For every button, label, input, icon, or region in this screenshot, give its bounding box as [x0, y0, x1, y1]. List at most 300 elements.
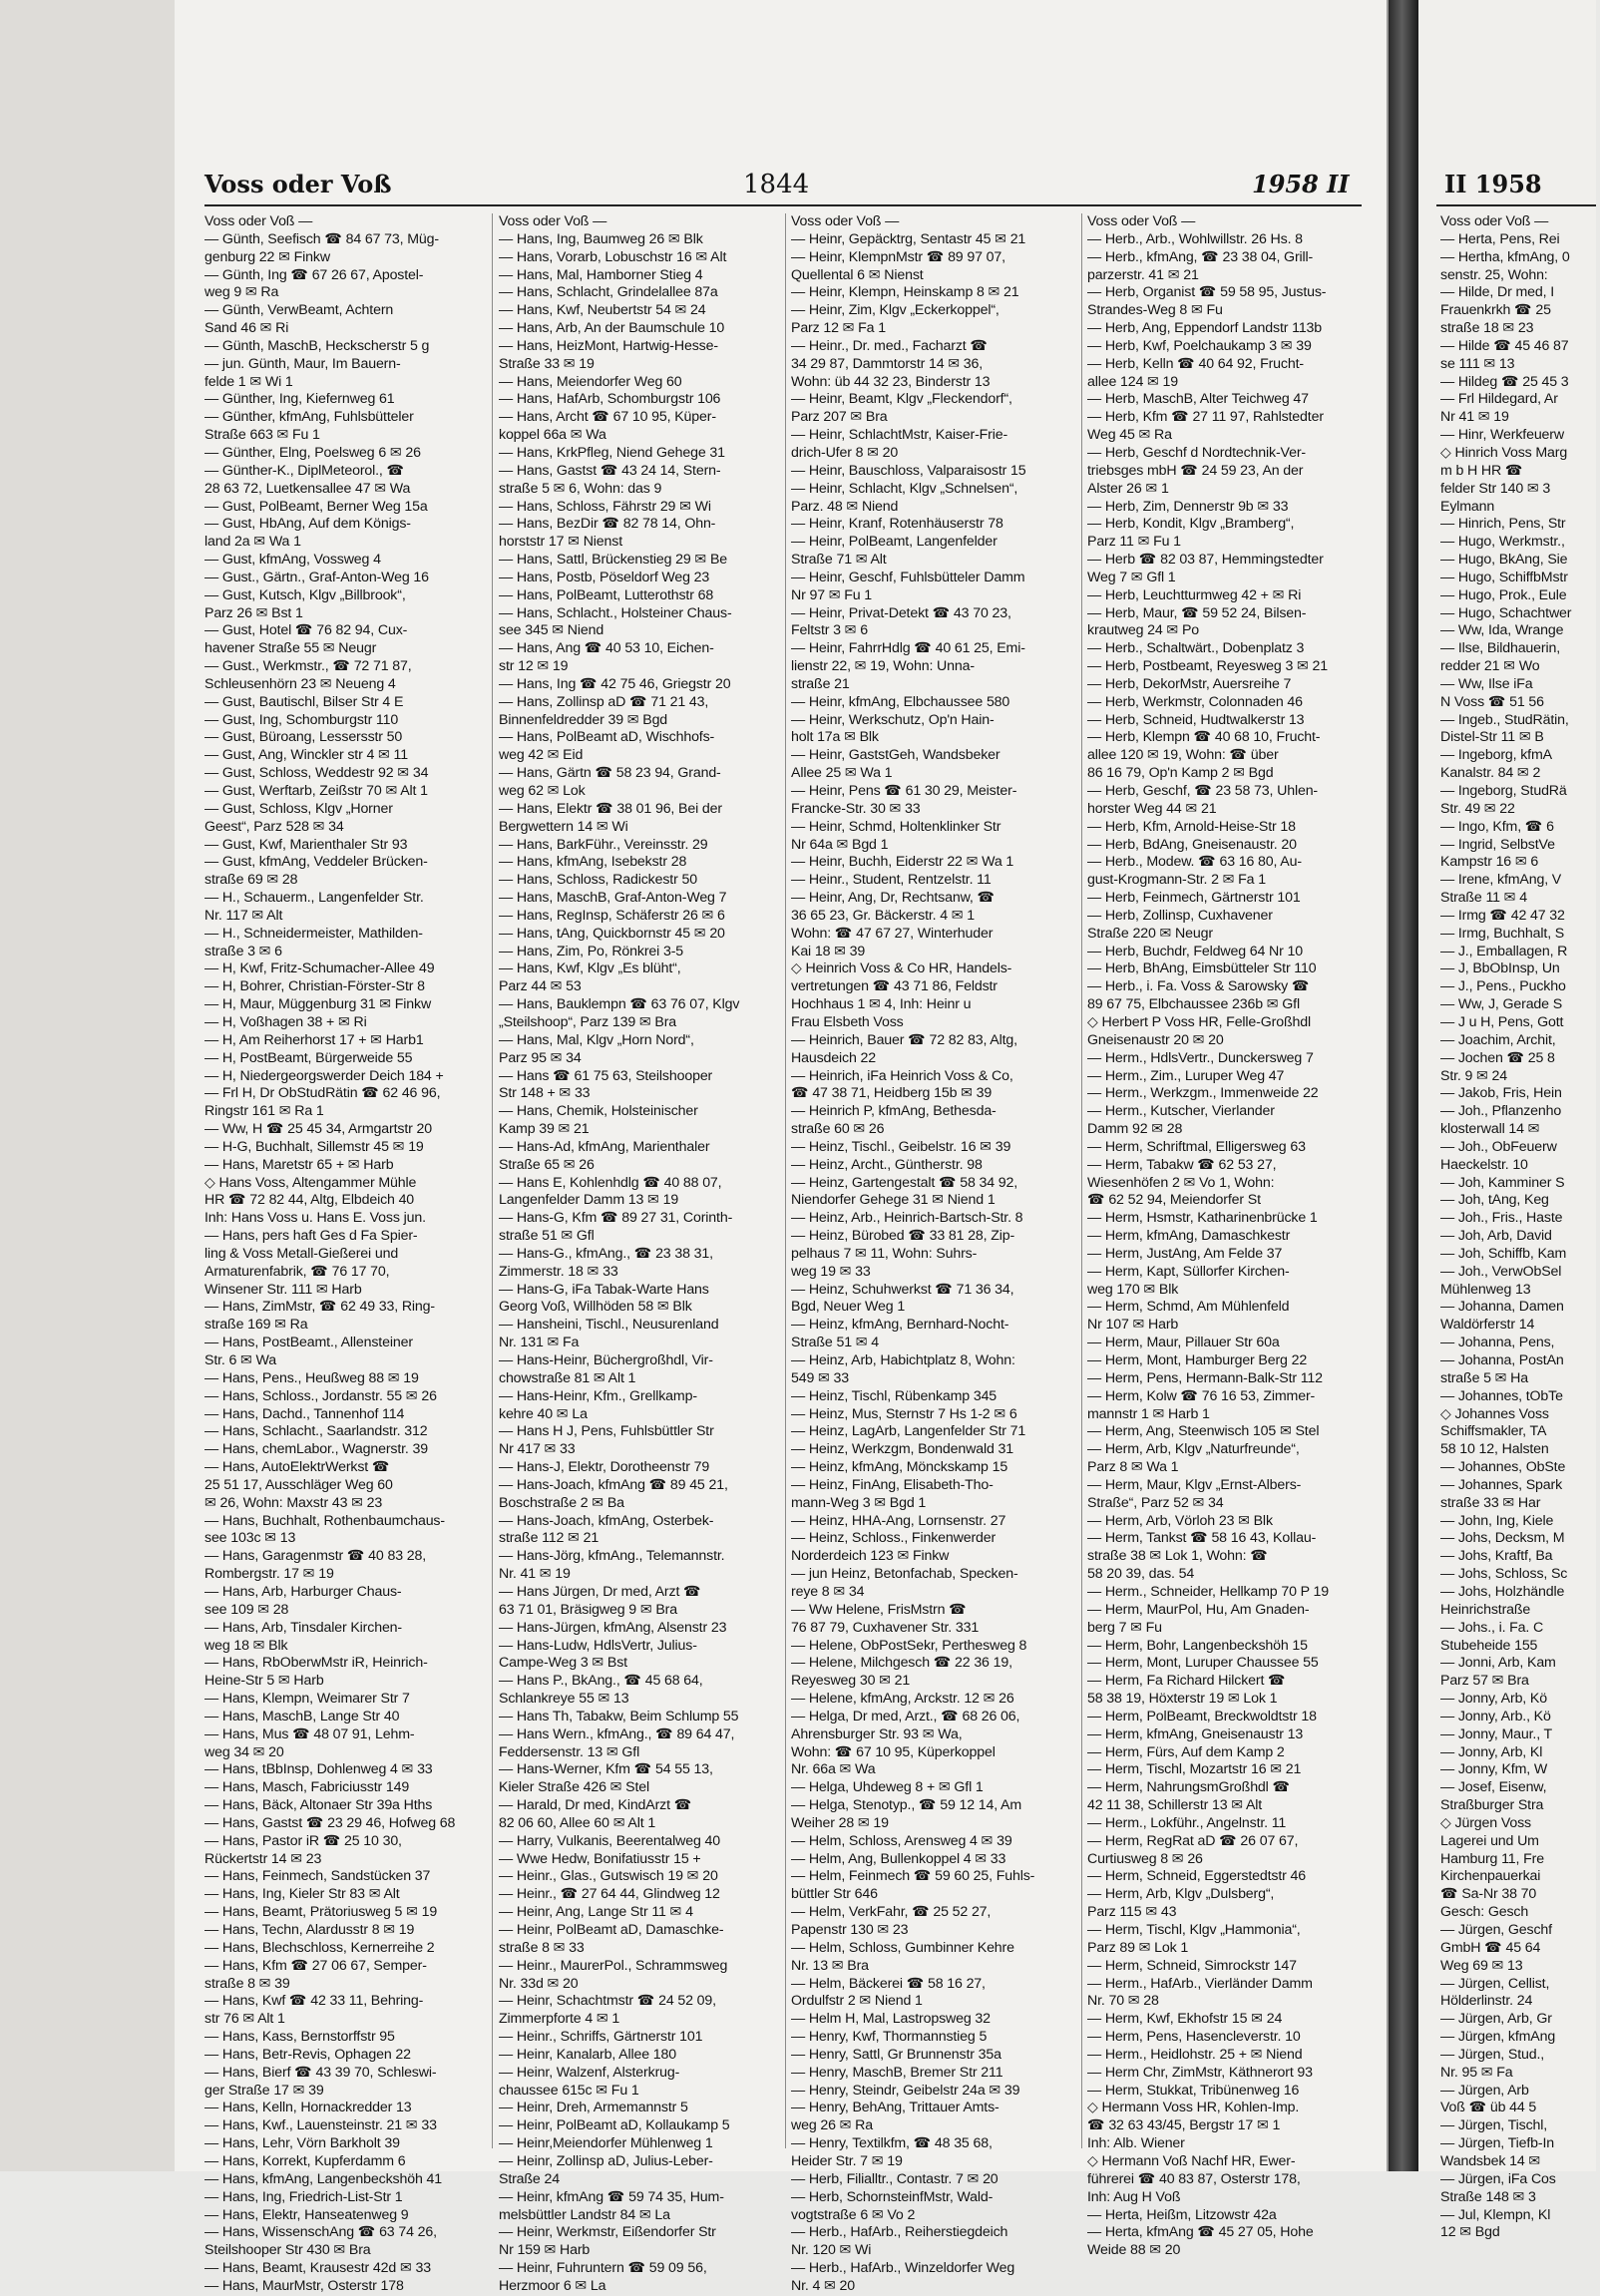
directory-entry-line: — Heinr, Schmd, Holtenklinker Str: [791, 818, 1001, 835]
directory-entry-line: Armaturenfabrik, ☎ 76 17 70,: [204, 1263, 390, 1280]
directory-entry-line: — Johanna, Damen: [1440, 1299, 1564, 1316]
directory-entry-line: Waldörferstr 14: [1440, 1317, 1535, 1334]
directory-entry-line: Frauenkrkh ☎ 25: [1440, 302, 1551, 319]
directory-entry-line: — Hans, Beamt, Prätoriusweg 5 ✉ 19: [204, 1904, 438, 1921]
directory-entry-line: ◇ Hermann Voss HR, Kohlen-Imp.: [1087, 2100, 1300, 2116]
directory-entry-line: — Herm., HdlsVertr., Dunckersweg 7: [1087, 1049, 1314, 1066]
directory-entry-line: — Joh, Kamminer S: [1440, 1174, 1565, 1191]
directory-entry-line: — Heinz, FinAng, Elisabeth-Tho-: [791, 1476, 994, 1493]
directory-entry-line: — Herm, Stukkat, Tribünenweg 16: [1087, 2082, 1300, 2099]
directory-entry-line: ✉ 26, Wohn: Maxstr 43 ✉ 23: [204, 1494, 383, 1511]
directory-entry-line: — Heinr, Privat-Detekt ☎ 43 70 23,: [791, 604, 1011, 621]
directory-entry-line: — Gust, HbAng, Auf dem Königs-: [204, 516, 411, 533]
directory-entry-line: GmbH ☎ 45 64: [1440, 1939, 1541, 1956]
directory-entry-line: koppel 66a ✉ Wa: [499, 427, 606, 444]
directory-entry-line: — Hans, Mal, Hamborner Stieg 4: [499, 266, 703, 283]
directory-entry-line: straße 8 ✉ 39: [204, 1975, 290, 1992]
directory-entry-line: — Herm, Maur, Klgv „Ernst-Albers-: [1087, 1476, 1302, 1493]
directory-entry-line: — Ww, J, Gerade S: [1440, 996, 1563, 1013]
directory-entry-line: — Frl H, Dr ObStudRätin ☎ 62 46 96,: [204, 1085, 441, 1102]
directory-entry-line: senstr. 25, Wohn:: [1440, 266, 1548, 283]
column-divider: [1081, 213, 1082, 2148]
directory-entry-line: str 12 ✉ 19: [499, 658, 569, 675]
directory-entry-line: — Herm, RegRat aD ☎ 26 07 67,: [1087, 1832, 1299, 1849]
directory-entry-line: — Herb, DekorMstr, Auersreihe 7: [1087, 675, 1292, 692]
directory-entry-line: weg 9 ✉ Ra: [204, 284, 279, 301]
directory-entry-line: — Herta, Pens, Rei: [1440, 230, 1560, 247]
directory-entry-line: — Heinr, Ang, Lange Str 11 ✉ 4: [499, 1904, 693, 1921]
directory-entry-line: Parz 12 ✉ Fa 1: [791, 320, 886, 337]
directory-entry-line: — Hans, Arb, An der Baumschule 10: [499, 320, 725, 337]
directory-entry-line: — Jürgen, Tischl,: [1440, 2117, 1548, 2134]
directory-entry-line: — Heinr, Ang, Dr, Rechtsanw, ☎: [791, 890, 996, 907]
directory-entry-line: 58 20 39, das. 54: [1087, 1566, 1195, 1583]
directory-entry-line: ☎ 32 63 43/45, Bergstr 17 ✉ 1: [1087, 2117, 1281, 2134]
directory-entry-line: — Heinrich P, kfmAng, Bethesda-: [791, 1103, 997, 1120]
directory-entry-line: — Herb, Geschf d Nordtechnik-Ver-: [1087, 444, 1306, 461]
directory-entry-line: pelhaus 7 ✉ 11, Wohn: Suhrs-: [791, 1245, 978, 1262]
directory-entry-line: havener Straße 55 ✉ Neugr: [204, 640, 377, 657]
directory-entry-line: Nr. 4 ✉ 20: [791, 2277, 856, 2294]
directory-entry-line: — Herb, Kondit, Klgv „Bramberg“,: [1087, 516, 1295, 533]
directory-entry-line: Wohn: ☎ 47 67 27, Winterhuder: [791, 925, 994, 942]
directory-entry-line: — Hans, Zollinsp aD ☎ 71 21 43,: [499, 693, 709, 710]
directory-entry-line: — Hans, Zim, Po, Rönkrei 3-5: [499, 943, 684, 959]
directory-entry-line: — Hans, Feinmech, Sandstücken 37: [204, 1868, 431, 1885]
directory-entry-line: 25 51 17, Ausschläger Weg 60: [204, 1476, 393, 1493]
directory-entry-line: ☎ 47 38 71, Heidberg 15b ✉ 39: [791, 1085, 993, 1102]
directory-entry-line: — Herb, Filialltr., Contastr. 7 ✉ 20: [791, 2170, 999, 2187]
directory-entry-line: — Jonny, Arb, Kö: [1440, 1691, 1547, 1708]
directory-entry-line: — Herb, Schneid, Hudtwalkerstr 13: [1087, 711, 1305, 728]
directory-entry-line: straße 112 ✉ 21: [499, 1530, 600, 1547]
directory-entry-line: Niendorfer Gehege 31 ✉ Niend 1: [791, 1192, 996, 1209]
directory-entry-line: — Helm, VerkFahr, ☎ 25 52 27,: [791, 1904, 992, 1921]
directory-entry-line: straße 51 ✉ Gfl: [499, 1228, 595, 1245]
directory-entry-line: — Hans, Klempn, Weimarer Str 7: [204, 1691, 410, 1708]
directory-entry-line: straße 18 ✉ 23: [1440, 320, 1534, 337]
directory-entry-line: Haeckelstr. 10: [1440, 1156, 1528, 1173]
directory-entry-line: — Hans, MaschB, Lange Str 40: [204, 1708, 400, 1724]
directory-entry-line: Frau Elsbeth Voss: [791, 1013, 904, 1030]
directory-entry-line: — Ww, Ida, Wrange: [1440, 622, 1564, 639]
directory-entry-line: Schlankreye 55 ✉ 13: [499, 1691, 629, 1708]
directory-entry-line: Wandsbek 14 ✉: [1440, 2152, 1541, 2169]
directory-entry-line: — Hans, Kwf, Klgv „Es blüht“,: [499, 960, 681, 977]
directory-entry-line: lienstr 22, ✉ 19, Wohn: Unna-: [791, 658, 975, 675]
directory-entry-line: ◇ Hans Voss, Altengammer Mühle: [204, 1174, 417, 1191]
directory-entry-line: — Hans-G, Kfm ☎ 89 27 31, Corinth-: [499, 1210, 733, 1227]
directory-entry-line: — Johanna, Pens,: [1440, 1335, 1555, 1351]
directory-entry-line: weg 62 ✉ Lok: [499, 783, 586, 799]
directory-entry-line: — Herb, Organist ☎ 59 58 95, Justus-: [1087, 284, 1327, 301]
directory-entry-line: — Heinr, Werkschutz, Op'n Hain-: [791, 711, 995, 728]
directory-entry-line: — Hans, PolBeamt aD, Wischhofs-: [499, 729, 715, 746]
directory-entry-line: — Gust., Werkmstr., ☎ 72 71 87,: [204, 658, 412, 675]
directory-entry-line: — Henry, MaschB, Bremer Str 211: [791, 2064, 1003, 2081]
directory-entry-line: — Herb., Modew. ☎ 63 16 80, Au-: [1087, 854, 1302, 871]
directory-entry-line: — Herb, SchornsteinfMstr, Wald-: [791, 2188, 994, 2205]
directory-entry-line: — Heinr, SchlachtMstr, Kaiser-Frie-: [791, 427, 1008, 444]
directory-entry-line: straße 3 ✉ 6: [204, 943, 282, 959]
directory-entry-line: Str. 49 ✉ 22: [1440, 800, 1515, 817]
directory-entry-line: — Helm, Feinmech ☎ 59 60 25, Fuhls-: [791, 1868, 1035, 1885]
directory-entry-line: — Hans, Beamt, Krausestr 42d ✉ 33: [204, 2260, 431, 2277]
directory-entry-line: — Herm, Kwf, Ekhofstr 15 ✉ 24: [1087, 2011, 1283, 2028]
directory-entry-line: horster Weg 44 ✉ 21: [1087, 800, 1217, 817]
directory-entry-line: Papenstr 130 ✉ 23: [791, 1922, 909, 1938]
directory-entry-line: — Herm, kfmAng, Gneisenaustr 13: [1087, 1725, 1304, 1742]
directory-entry-line: — Herb, Werkmstr, Colonnaden 46: [1087, 693, 1303, 710]
directory-entry-line: Nr. 131 ✉ Fa: [499, 1335, 580, 1351]
directory-entry-line: — Hans, Lehr, Vörn Barkholt 39: [204, 2135, 400, 2152]
directory-entry-line: — Hans, Bäck, Altonaer Str 39a Hths: [204, 1797, 433, 1814]
directory-entry-line: — Hans, Gastst ☎ 23 29 46, Hofweg 68: [204, 1814, 456, 1831]
directory-entry-line: Straßburger Stra: [1440, 1797, 1544, 1814]
directory-entry-line: — Heinz, Archt., Güntherstr. 98: [791, 1156, 983, 1173]
directory-entry-line: — Herb., HafArb., Reiherstiegdeich: [791, 2224, 1008, 2241]
directory-entry-line: straße 60 ✉ 26: [791, 1121, 885, 1138]
directory-entry-line: — Hans, Schloss, Radickestr 50: [499, 872, 697, 889]
directory-entry-line: — Jürgen, iFa Cos: [1440, 2170, 1556, 2187]
column-divider: [492, 213, 493, 2148]
directory-entry-line: Parz 115 ✉ 43: [1087, 1904, 1177, 1921]
directory-entry-line: — Helene, kfmAng, Arckstr. 12 ✉ 26: [791, 1691, 1014, 1708]
directory-entry-line: — Joh, Schiffb, Kam: [1440, 1245, 1567, 1262]
directory-entry-line: — Henry, Kwf, Thormannstieg 5: [791, 2029, 988, 2046]
directory-entry-line: Straße 663 ✉ Fu 1: [204, 427, 320, 444]
directory-entry-line: Damm 92 ✉ 28: [1087, 1121, 1183, 1138]
directory-entry-line: Reyesweg 30 ✉ 21: [791, 1673, 911, 1690]
directory-entry-line: — Hans-Joach, kfmAng, Osterbek-: [499, 1512, 714, 1529]
directory-entry-line: Straße 220 ✉ Neugr: [1087, 925, 1213, 942]
directory-entry-line: — Hans, Bauklempn ☎ 63 76 07, Klgv: [499, 996, 740, 1013]
directory-entry-line: Nr. 66a ✉ Wa: [791, 1761, 876, 1778]
directory-entry-line: Lagerei und Um: [1440, 1832, 1539, 1849]
directory-entry-line: ◇ Herbert P Voss HR, Felle-Großhdl: [1087, 1013, 1311, 1030]
directory-entry-line: 549 ✉ 33: [791, 1369, 850, 1386]
directory-entry-line: 58 38 19, Höxterstr 19 ✉ Lok 1: [1087, 1691, 1278, 1708]
directory-entry-line: — Herm, kfmAng, Damaschkestr: [1087, 1228, 1291, 1245]
directory-entry-line: — Johanna, PostAn: [1440, 1352, 1564, 1368]
directory-entry-line: — Herb, Kfm ☎ 27 11 97, Rahlstedter: [1087, 409, 1324, 426]
directory-entry-line: — H, Kwf, Fritz-Schumacher-Allee 49: [204, 960, 435, 977]
directory-entry-line: — Henry, Sattl, Gr Brunnenstr 35a: [791, 2046, 1001, 2063]
directory-entry-line: — Herb, Kwf, Poelchaukamp 3 ✉ 39: [1087, 337, 1312, 354]
directory-entry-line: — Herb, MaschB, Alter Teichweg 47: [1087, 391, 1309, 408]
directory-entry-line: — Herm, Tischl, Klgv „Hammonia“,: [1087, 1922, 1301, 1938]
directory-entry-line: Ringstr 161 ✉ Ra 1: [204, 1103, 324, 1120]
directory-entry-line: — Herm, Fürs, Auf dem Kamp 2: [1087, 1743, 1285, 1760]
directory-entry-line: — Hans, tAng, Quickbornstr 45 ✉ 20: [499, 925, 725, 942]
running-head-year: 1958 II: [1252, 170, 1350, 198]
directory-entry-line: — Heinr, KlempnMstr ☎ 89 97 07,: [791, 248, 1005, 265]
directory-entry-line: — Hans, HafArb, Schomburgstr 106: [499, 391, 721, 408]
directory-entry-line: holt 17a ✉ Blk: [791, 729, 879, 746]
directory-entry-line: — Günther, Elng, Poelsweg 6 ✉ 26: [204, 444, 421, 461]
directory-entry-line: — Hans, KrkPfleg, Niend Gehege 31: [499, 444, 725, 461]
directory-entry-line: — Heinr, kfmAng ☎ 59 74 35, Hum-: [499, 2188, 724, 2205]
directory-entry-line: — Heinz, Tischl, Rübenkamp 345: [791, 1387, 998, 1404]
directory-entry-line: drich-Ufer 8 ✉ 20: [791, 444, 899, 461]
directory-entry-line: — Hans, Schloss., Jordanstr. 55 ✉ 26: [204, 1387, 437, 1404]
directory-entry-line: — Johs, Holzhändle: [1440, 1583, 1565, 1600]
directory-entry-line: — Heinz, Arb., Heinrich-Bartsch-Str. 8: [791, 1210, 1023, 1227]
directory-entry-line: — Heinr, Pens ☎ 61 30 29, Meister-: [791, 783, 1017, 799]
directory-entry-line: — Herm, Arb, Klgv „Dulsberg“,: [1087, 1886, 1275, 1903]
directory-entry-line: — J., Emballagen, R: [1440, 943, 1568, 959]
directory-entry-line: Heine-Str 5 ✉ Harb: [204, 1673, 324, 1690]
directory-entry-line: Straße 65 ✉ 26: [499, 1156, 595, 1173]
directory-entry-line: weg 42 ✉ Eid: [499, 747, 584, 764]
directory-entry-line: — Hans, WissenschAng ☎ 63 74 26,: [204, 2224, 437, 2241]
directory-entry-line: — Hans, Dachd., Tannenhof 114: [204, 1405, 405, 1422]
directory-entry-line: — Hugo, BkAng, Sie: [1440, 552, 1568, 569]
directory-entry-line: — Herb ☎ 82 03 87, Hemmingstedter: [1087, 552, 1324, 569]
directory-entry-line: Nr 107 ✉ Harb: [1087, 1317, 1179, 1334]
running-head-name: Voss oder Voß: [204, 170, 392, 198]
directory-entry-line: — Ww, Ilse iFa: [1440, 675, 1533, 692]
directory-entry-line: — Jonny, Kfm, W: [1440, 1761, 1548, 1778]
directory-entry-line: 63 71 01, Bräsigweg 9 ✉ Bra: [499, 1601, 677, 1618]
directory-entry-line: — Heinz, Gartengestalt ☎ 58 34 92,: [791, 1174, 1018, 1191]
directory-entry-line: — Hans, Vorarb, Lobuschstr 16 ✉ Alt: [499, 248, 727, 265]
directory-entry-line: — Hans-Joach, kfmAng ☎ 89 45 21,: [499, 1476, 728, 1493]
directory-entry-line: ◇ Hinrich Voss Marg: [1440, 444, 1568, 461]
directory-entry-line: — Hans, tBbInsp, Dohlenweg 4 ✉ 33: [204, 1761, 433, 1778]
directory-entry-line: — Herm, Arb, Klgv „Naturfreunde“,: [1087, 1441, 1300, 1458]
directory-entry-line: — Herb, Zim, Dennerstr 9b ✉ 33: [1087, 498, 1289, 515]
directory-entry-line: Francke-Str. 30 ✉ 33: [791, 800, 921, 817]
directory-entry-line: — Gust, Kwf, Marienthaler Str 93: [204, 836, 408, 853]
directory-entry-line: — Jonni, Arb, Kam: [1440, 1655, 1556, 1672]
directory-entry-line: — Hans-Heinr, Büchergroßhdl, Vir-: [499, 1352, 713, 1368]
directory-entry-line: Straße 148 ✉ 3: [1440, 2188, 1536, 2205]
directory-entry-line: — Herb, Leuchtturmweg 42 + ✉ Ri: [1087, 586, 1302, 603]
directory-entry-line: straße 5 ✉ 6, Wohn: das 9: [499, 480, 662, 497]
directory-entry-line: Voss oder Voß —: [791, 213, 900, 229]
directory-entry-line: — Hugo, Prok., Eule: [1440, 586, 1567, 603]
directory-entry-line: straße 21: [791, 675, 850, 692]
directory-entry-line: — Hertha, kfmAng, 0: [1440, 248, 1570, 265]
directory-entry-line: — Hilde, Dr med, I: [1440, 284, 1554, 301]
directory-entry-line: — Hans, Mal, Klgv „Horn Nord“,: [499, 1031, 694, 1048]
directory-entry-line: 89 67 75, Elbchaussee 236b ✉ Gfl: [1087, 996, 1300, 1013]
directory-entry-line: 12 ✉ Bgd: [1440, 2224, 1500, 2241]
directory-entry-line: „Steilshoop“, Parz 139 ✉ Bra: [499, 1013, 677, 1030]
directory-entry-line: — Hugo, Werkmstr.,: [1440, 534, 1565, 551]
directory-entry-line: Nr 97 ✉ Fu 1: [791, 586, 873, 603]
directory-entry-line: — Gust, Werftarb, Zeißstr 70 ✉ Alt 1: [204, 783, 428, 799]
directory-entry-line: berg 7 ✉ Fu: [1087, 1619, 1162, 1636]
directory-entry-line: — Helm, Ang, Bullenkoppel 4 ✉ 33: [791, 1850, 1006, 1867]
directory-entry-line: — Hans, kfmAng, Langenbeckshöh 41: [204, 2170, 442, 2187]
directory-entry-line: — H., Schneidermeister, Mathilden-: [204, 925, 423, 942]
directory-entry-line: — Herm, Tabakw ☎ 62 53 27,: [1087, 1156, 1277, 1173]
directory-entry-line: Wiesenhöfen 2 ✉ Vo 1, Wohn:: [1087, 1174, 1275, 1191]
directory-entry-line: Heinrichstraße: [1440, 1601, 1531, 1618]
directory-entry-line: ☎ 62 52 94, Meiendorfer St: [1087, 1192, 1261, 1209]
next-page-column: [1440, 213, 1600, 2241]
directory-entry-line: — Joh., ObFeuerw: [1440, 1138, 1557, 1155]
directory-entry-line: — Günther, Ing, Kiefernweg 61: [204, 391, 395, 408]
directory-entry-line: — Hans, Arb, Tinsdaler Kirchen-: [204, 1619, 402, 1636]
directory-entry-line: — Hans Jürgen, Dr med, Arzt ☎: [499, 1583, 701, 1600]
directory-entry-line: — John, Ing, Kiele: [1440, 1512, 1554, 1529]
directory-entry-line: Parz 8 ✉ Wa 1: [1087, 1459, 1179, 1476]
directory-entry-line: land 2a ✉ Wa 1: [204, 534, 301, 551]
directory-entry-line: vertretungen ☎ 43 71 86, Feldstr: [791, 978, 998, 995]
directory-entry-line: — Hans, Blechschloss, Kernerreihe 2: [204, 1939, 435, 1956]
directory-entry-line: — Heinz, Bürobed ☎ 33 81 28, Zip-: [791, 1228, 1015, 1245]
directory-entry-line: — Hans, Ing, Kieler Str 83 ✉ Alt: [204, 1886, 400, 1903]
directory-entry-line: se 111 ✉ 13: [1440, 355, 1515, 372]
directory-entry-line: — Hugo, Schachtwer: [1440, 604, 1572, 621]
directory-entry-line: — Hans, Ang ☎ 40 53 10, Eichen-: [499, 640, 714, 657]
directory-entry-line: — Joh, tAng, Keg: [1440, 1192, 1549, 1209]
directory-entry-line: — Hilde ☎ 45 46 87: [1440, 337, 1569, 354]
directory-entry-line: — Hans, Postb, Pöseldorf Weg 23: [499, 569, 710, 585]
directory-entry-line: — Herm, Fa Richard Hilckert ☎: [1087, 1673, 1286, 1690]
directory-entry-line: — Jürgen, Cellist,: [1440, 1975, 1550, 1992]
directory-entry-line: — Hans, MaurMstr, Osterstr 178: [204, 2277, 404, 2294]
directory-entry-line: triebsges mbH ☎ 24 59 23, An der: [1087, 462, 1304, 479]
directory-entry-line: — Heinr, Zollinsp aD, Julius-Leber-: [499, 2152, 713, 2169]
directory-entry-line: — Helga, Uhdeweg 8 + ✉ Gfl 1: [791, 1779, 984, 1796]
directory-entry-line: — Herm., Heidlohstr. 25 + ✉ Niend: [1087, 2046, 1303, 2063]
directory-entry-line: — Herm., Lokführ., Angelnstr. 11: [1087, 1814, 1287, 1831]
directory-entry-line: Weg 69 ✉ 13: [1440, 1957, 1523, 1974]
directory-entry-line: führerei ☎ 40 83 87, Osterstr 178,: [1087, 2170, 1301, 2187]
directory-entry-line: — Hansheini, Tischl., Neusurenland: [499, 1317, 719, 1334]
directory-entry-line: — Herb, Feinmech, Gärtnerstr 101: [1087, 890, 1301, 907]
directory-entry-line: — J, BbObInsp, Un: [1440, 960, 1560, 977]
directory-entry-line: 28 63 72, Luetkensallee 47 ✉ Wa: [204, 480, 411, 497]
directory-entry-line: — Hans-G, iFa Tabak-Warte Hans: [499, 1281, 709, 1298]
directory-entry-line: — Johannes, Spark: [1440, 1476, 1563, 1493]
directory-entry-line: — Herm, Arb, Vörloh 23 ✉ Blk: [1087, 1512, 1273, 1529]
directory-entry-line: ☎ Sa-Nr 38 70: [1440, 1886, 1537, 1903]
directory-entry-line: — Herb, Kfm, Arnold-Heise-Str 18: [1087, 818, 1296, 835]
directory-entry-line: — Gust, Schloss, Klgv „Horner: [204, 800, 393, 817]
directory-entry-line: — Hans, Kfm ☎ 27 06 67, Semper-: [204, 1957, 427, 1974]
directory-entry-line: Feltstr 3 ✉ 6: [791, 622, 868, 639]
directory-entry-line: — Herb, Kelln ☎ 40 64 92, Frucht-: [1087, 355, 1304, 372]
directory-entry-line: — Irmg, Buchhalt, S: [1440, 925, 1565, 942]
directory-entry-line: — Heinr., Schriffs, Gärtnerstr 101: [499, 2029, 703, 2046]
directory-entry-line: Parz 89 ✉ Lok 1: [1087, 1939, 1189, 1956]
directory-entry-line: — Johs., i. Fa. C: [1440, 1619, 1544, 1636]
directory-entry-line: — Ingeborg, kfmA: [1440, 747, 1552, 764]
directory-entry-line: — Heinz, Schloss., Finkenwerder: [791, 1530, 997, 1547]
directory-entry-line: Wohn: ☎ 67 10 95, Küperkoppel: [791, 1743, 996, 1760]
directory-entry-line: Weg 45 ✉ Ra: [1087, 427, 1172, 444]
directory-entry-line: Schiffsmakler, TA: [1440, 1423, 1547, 1440]
directory-entry-line: — Hans-G., kfmAng., ☎ 23 38 31,: [499, 1245, 713, 1262]
directory-entry-line: — H, Am Reiherhorst 17 + ✉ Harb1: [204, 1031, 424, 1048]
directory-column-4: [1087, 213, 1375, 2259]
directory-entry-line: Nr. 41 ✉ 19: [499, 1566, 571, 1583]
directory-entry-line: — Hans, PolBeamt, Lutterothstr 68: [499, 586, 714, 603]
book-gutter: [1389, 0, 1418, 2171]
directory-entry-line: — Hans, Korrekt, Kupferdamm 6: [204, 2152, 406, 2169]
directory-entry-line: Nr. 33d ✉ 20: [499, 1975, 579, 1992]
directory-entry-line: Kamp 39 ✉ 21: [499, 1121, 590, 1138]
directory-entry-line: — Günther-K., DiplMeteorol., ☎: [204, 462, 405, 479]
directory-entry-line: straße 8 ✉ 33: [499, 1939, 585, 1956]
directory-entry-line: — Herb, Buchdr, Feldweg 64 Nr 10: [1087, 943, 1303, 959]
directory-entry-line: — Gust, kfmAng, Vossweg 4: [204, 552, 381, 569]
directory-entry-line: Voss oder Voß —: [1087, 213, 1196, 229]
directory-entry-line: — Hans, PostBeamt., Allensteiner: [204, 1335, 413, 1351]
directory-entry-line: — Joh., VerwObSel: [1440, 1263, 1562, 1280]
directory-entry-line: Str 148 + ✉ 33: [499, 1085, 591, 1102]
directory-entry-line: see 103c ✉ 13: [204, 1530, 296, 1547]
directory-entry-line: Straße 33 ✉ 19: [499, 355, 595, 372]
directory-entry-line: — Herb, Zollinsp, Cuxhavener: [1087, 907, 1273, 924]
directory-entry-line: straße 5 ✉ Ha: [1440, 1369, 1528, 1386]
directory-entry-line: Campe-Weg 3 ✉ Bst: [499, 1655, 627, 1672]
directory-entry-line: Parz 26 ✉ Bst 1: [204, 604, 303, 621]
directory-entry-line: Alster 26 ✉ 1: [1087, 480, 1169, 497]
directory-entry-line: Weide 88 ✉ 20: [1087, 2242, 1181, 2259]
directory-entry-line: — Herb, Postbeamt, Reyesweg 3 ✉ 21: [1087, 658, 1328, 675]
directory-entry-line: Nr. 117 ✉ Alt: [204, 907, 283, 924]
directory-entry-line: ger Straße 17 ✉ 39: [204, 2082, 324, 2099]
directory-entry-line: see 345 ✉ Niend: [499, 622, 604, 639]
directory-entry-line: ◇ Hermann Voß Nachf HR, Ewer-: [1087, 2152, 1296, 2169]
directory-entry-line: Inh: Hans Voss u. Hans E. Voss jun.: [204, 1210, 426, 1227]
directory-entry-line: — Günther, kfmAng, Fuhlsbütteler: [204, 409, 414, 426]
directory-entry-line: Quellental 6 ✉ Nienst: [791, 266, 924, 283]
directory-entry-line: — Hans, Kelln, Hornackredder 13: [204, 2100, 412, 2116]
directory-entry-line: — Heinz, Werkzgm, Bondenwald 31: [791, 1441, 1013, 1458]
directory-entry-line: — Herm, Tischl, Mozartstr 16 ✉ 21: [1087, 1761, 1302, 1778]
directory-entry-line: — Henry, Textilkfm, ☎ 48 35 68,: [791, 2135, 993, 2152]
directory-entry-line: — Heinr, Schachtmstr ☎ 24 52 09,: [499, 1993, 716, 2010]
directory-entry-line: — Herta, Heißm, Litzowstr 42a: [1087, 2206, 1277, 2223]
directory-entry-line: — Jürgen, Tiefb-In: [1440, 2135, 1555, 2152]
directory-entry-line: — Helm, Schloss, Arensweg 4 ✉ 39: [791, 1832, 1012, 1849]
directory-entry-line: — Hans, Archt ☎ 67 10 95, Küper-: [499, 409, 716, 426]
directory-entry-line: — J., Pens., Puckho: [1440, 978, 1566, 995]
directory-entry-line: — Heinr., ☎ 27 64 44, Glindweg 12: [499, 1886, 720, 1903]
directory-entry-line: — Hans, Ing, Baumweg 26 ✉ Blk: [499, 230, 703, 247]
directory-entry-line: Straße 11 ✉ 4: [1440, 890, 1527, 907]
directory-entry-line: — Hans Th, Tabakw, Beim Schlump 55: [499, 1708, 739, 1724]
directory-entry-line: ◇ Johannes Voss: [1440, 1405, 1549, 1422]
directory-entry-line: — Henry, Steindr, Geibelstr 24a ✉ 39: [791, 2082, 1020, 2099]
directory-entry-line: — Hans, Mus ☎ 48 07 91, Lehm-: [204, 1725, 415, 1742]
directory-entry-line: — Heinr, Kanalarb, Allee 180: [499, 2046, 676, 2063]
directory-entry-line: straße 69 ✉ 28: [204, 872, 298, 889]
directory-entry-line: straße 33 ✉ Har: [1440, 1494, 1541, 1511]
directory-entry-line: parzerstr. 41 ✉ 21: [1087, 266, 1199, 283]
directory-entry-line: Parz 95 ✉ 34: [499, 1049, 582, 1066]
directory-entry-line: — Heinr, Walzenf, Alsterkrug-: [499, 2064, 680, 2081]
page-number: 1844: [743, 170, 810, 199]
directory-entry-line: — Hans E, Kohlenhdlg ☎ 40 88 07,: [499, 1174, 722, 1191]
directory-entry-line: — Herm., HafArb., Vierländer Damm: [1087, 1975, 1313, 1992]
directory-entry-line: melsbüttler Landstr 84 ✉ La: [499, 2206, 670, 2223]
directory-entry-line: Gneisenaustr 20 ✉ 20: [1087, 1031, 1224, 1048]
directory-entry-line: — Heinr, kfmAng, Elbchaussee 580: [791, 693, 1010, 710]
directory-entry-line: — Jürgen, kfmAng: [1440, 2029, 1556, 2046]
directory-entry-line: — Heinr,Meiendorfer Mühlenweg 1: [499, 2135, 713, 2152]
directory-entry-line: redder 21 ✉ Wo: [1440, 658, 1540, 675]
directory-entry-line: — Günth, MaschB, Heckscherstr 5 g: [204, 337, 430, 354]
directory-entry-line: — Hans, Arb, Harburger Chaus-: [204, 1583, 402, 1600]
